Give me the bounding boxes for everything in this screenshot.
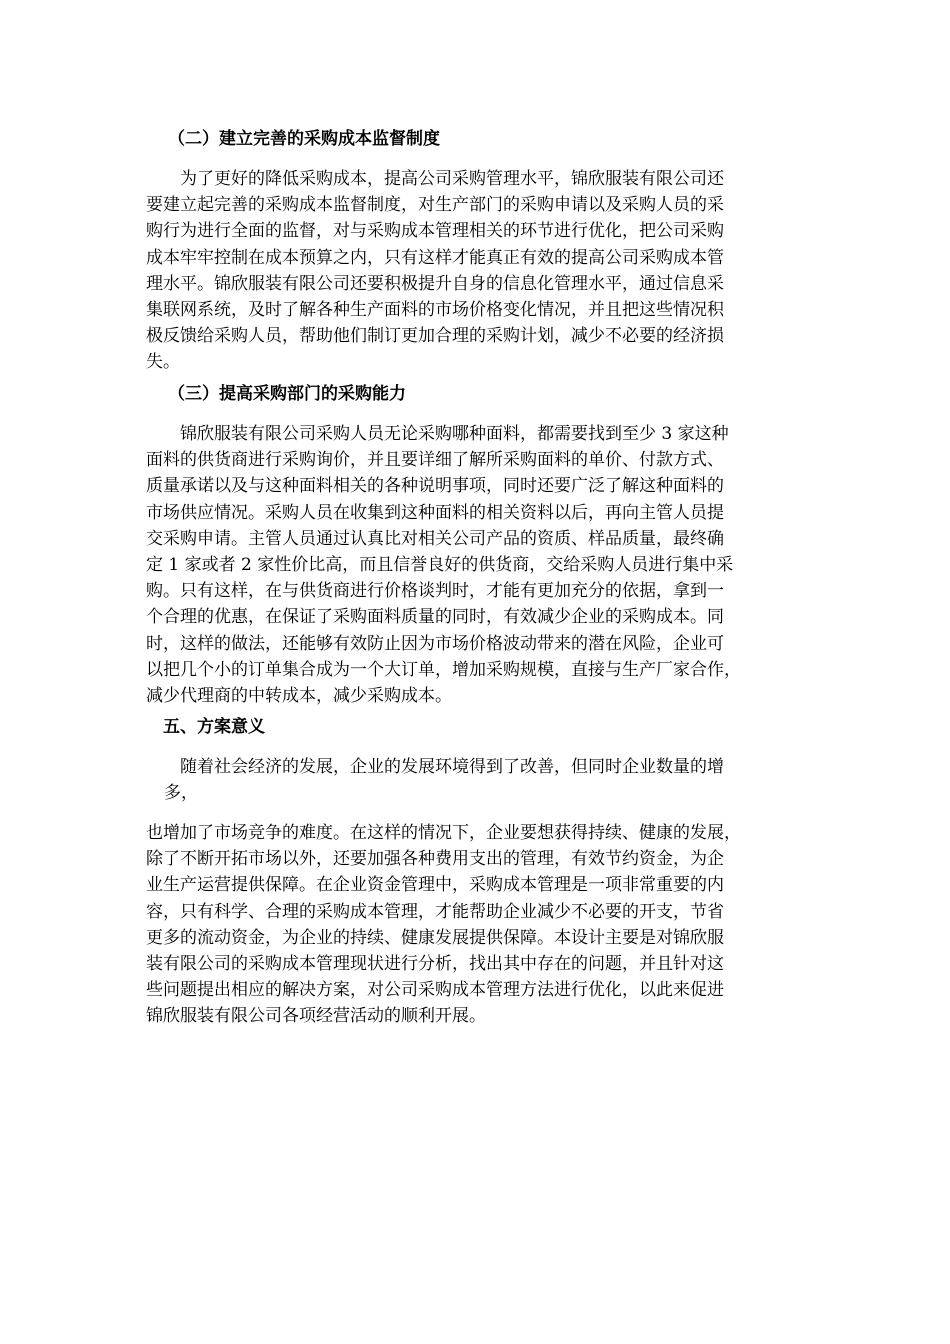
text-line: 成本牢牢控制在成本预算之内，只有这样才能真正有效的提高公司采购成本管: [146, 247, 724, 268]
section-heading-capability: （三）提高采购部门的采购能力: [168, 384, 406, 404]
text-line: 也增加了市场竞争的难度。在这样的情况下，企业要想获得持续、健康的发展，: [146, 823, 741, 843]
text-line: 更多的流动资金，为企业的持续、健康发展提供保障。本设计主要是对锦欣服: [146, 927, 724, 948]
text-line: 交采购申请。主管人员通过认真比对相关公司产品的资质、样品质量，最终确: [146, 528, 724, 549]
text-line: 时，这样的做法，还能够有效防止因为市场价格波动带来的潜在风险，企业可: [146, 633, 724, 654]
text-line: 购行为进行全面的监督，对与采购成本管理相关的环节进行优化，把公司采购: [146, 221, 724, 242]
text-line: 购。只有这样，在与供货商进行价格谈判时，才能有更加充分的依据，拿到一: [146, 581, 724, 602]
text-line: 业生产运营提供保障。在企业资金管理中，采购成本管理是一项非常重要的内: [146, 875, 724, 896]
text-line: 失。: [146, 352, 180, 373]
text-line: 为了更好的降低采购成本，提高公司采购管理水平，锦欣服装有限公司还: [180, 169, 724, 189]
text-line: 容，只有科学、合理的采购成本管理，才能帮助企业减少不必要的开支，节省: [146, 901, 724, 922]
text-line: 集联网系统，及时了解各种生产面料的市场价格变化情况，并且把这些情况积: [146, 300, 724, 321]
text-line: 要建立起完善的采购成本监督制度，对生产部门的采购申请以及采购人员的采: [146, 195, 724, 216]
section-heading-supervision: （二）建立完善的采购成本监督制度: [168, 129, 440, 149]
text-line: 随着社会经济的发展，企业的发展环境得到了改善，但同时企业数量的增: [180, 757, 724, 777]
text-line: 以把几个小的订单集合成为一个大订单，增加采购规模，直接与生产厂家合作，: [146, 659, 741, 680]
paragraph-capability: [146, 421, 741, 709]
text-line: 除了不断开拓市场以外，还要加强各种费用支出的管理，有效节约资金，为企: [146, 849, 724, 870]
text-line: 面料的供货商进行采购询价，并且要详细了解所采购面料的单价、付款方式、: [146, 450, 724, 471]
paragraph-supervision: [146, 166, 724, 376]
text-line: 锦欣服装有限公司采购人员无论采购哪种面料，都需要找到至少 3 家这种: [180, 424, 729, 444]
text-line: 极反馈给采购人员，帮助他们制订更加合理的采购计划，减少不必要的经济损: [146, 326, 724, 347]
text-line: 定 1 家或者 2 家性价比高，而且信誉良好的供货商，交给采购人员进行集中采: [146, 555, 734, 576]
text-line: 装有限公司的采购成本管理现状进行分析，找出其中存在的问题，并且针对这: [146, 954, 724, 975]
section-heading-significance: 五、方案意义: [163, 717, 265, 737]
text-line: 理水平。锦欣服装有限公司还要积极提升自身的信息化管理水平，通过信息采: [146, 273, 724, 294]
text-line: 减少代理商的中转成本，减少采购成本。: [146, 686, 452, 707]
text-line: 质量承诺以及与这种面料相关的各种说明事项，同时还要广泛了解这种面料的: [146, 476, 724, 497]
text-line: 些问题提出相应的解决方案，对公司采购成本管理方法进行优化，以此来促进: [146, 980, 724, 1001]
paragraph-significance-intro: [146, 754, 724, 806]
text-line: 锦欣服装有限公司各项经营活动的顺利开展。: [146, 1006, 486, 1027]
paragraph-significance: [146, 820, 741, 1030]
text-line: 多，: [164, 783, 198, 804]
text-line: 市场供应情况。采购人员在收集到这种面料的相关资料以后，再向主管人员提: [146, 502, 724, 523]
text-line: 个合理的优惠，在保证了采购面料质量的同时，有效减少企业的采购成本。同: [146, 607, 724, 628]
